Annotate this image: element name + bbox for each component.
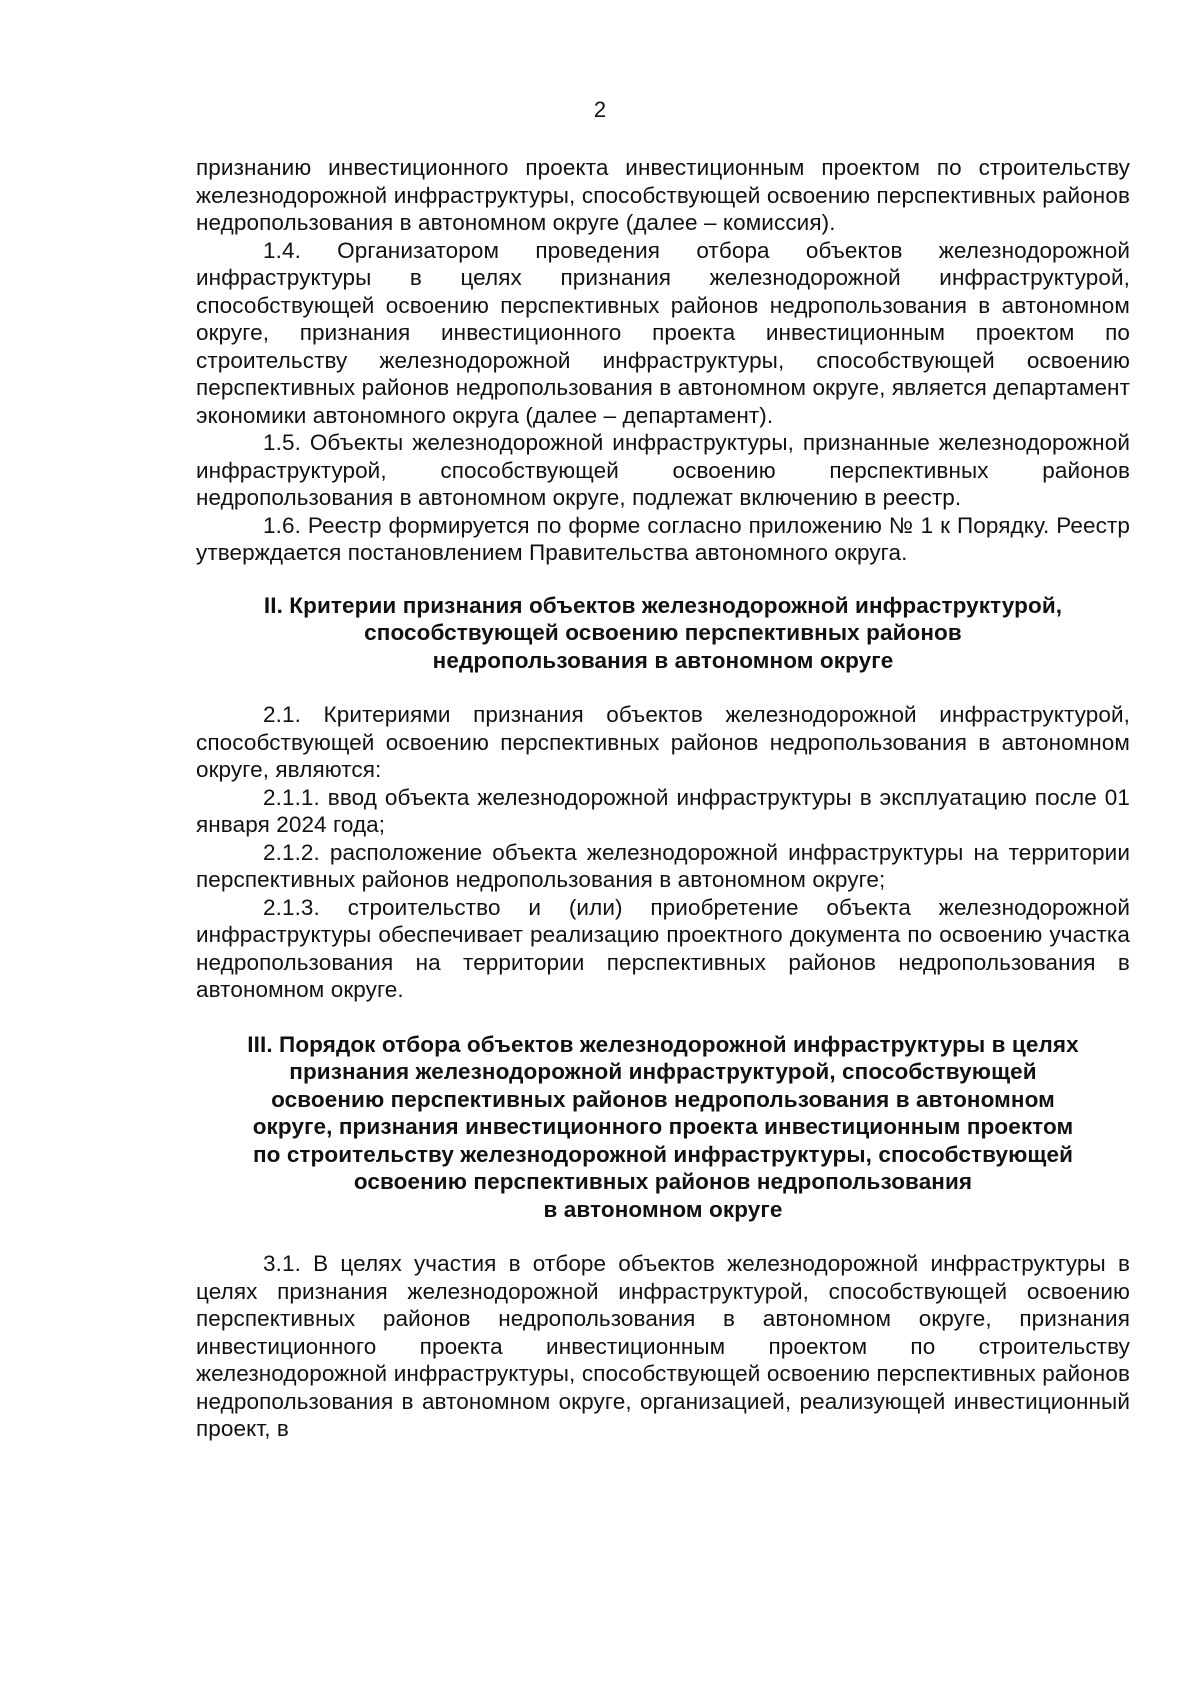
document-body bbox=[196, 154, 1130, 1443]
section-3-heading bbox=[196, 1031, 1130, 1224]
page-number: 2 bbox=[593, 97, 607, 122]
section-3-heading-line: III. Порядок отбора объектов железнодорожной инфраструктуры в целях bbox=[247, 1031, 1079, 1057]
paragraph-1-5: 1.5. Объекты железнодорожной инфраструктуры, признанные железнодорожной инфраструктурой, способствующей освоению перспективных районов недропользования в автономном округе, подлежат включению в реестр. bbox=[196, 430, 1130, 510]
section-2-body bbox=[196, 701, 1130, 1004]
section-3-body bbox=[196, 1250, 1130, 1443]
section-2-heading-line: способствующей освоению перспективных районов bbox=[364, 620, 962, 645]
paragraph-continuation: признанию инвестиционного проекта инвестиционным проектом по строительству железнодорожной инфраструктуры, способствующей освоению перспективных районов недропользования в автономном округе (далее – комиссия). bbox=[196, 155, 1130, 235]
section-3-heading-line: признания железнодорожной инфраструктурой, способствующей bbox=[289, 1059, 1037, 1084]
paragraph-2-1-3: 2.1.3. строительство и (или) приобретение объекта железнодорожной инфраструктуры обеспечивает реализацию проектного документа по освоению участка недропользования на территории перспективных районов недропользования в автономном округе. bbox=[196, 894, 1130, 1002]
paragraph-2-1-1: 2.1.1. ввод объекта железнодорожной инфраструктуры в эксплуатацию после 01 января 2024 года; bbox=[196, 784, 1130, 837]
paragraph-1-4: 1.4. Организатором проведения отбора объектов железнодорожной инфраструктуры в целях признания железнодорожной инфраструктурой, способствующей освоению перспективных районов недропользования в автономном округе, признания инвестиционного проекта инвестиционным проектом по строительству железнодорожной инфраструктуры, способствующей освоению перспективных районов недропользования в автономном округе, является департамент экономики автономного округа (далее – департамент). bbox=[196, 237, 1130, 428]
section-3-heading-line: в автономном округе bbox=[543, 1196, 783, 1222]
paragraph-2-1-2: 2.1.2. расположение объекта железнодорожной инфраструктуры на территории перспективных районов недропользования в автономном округе; bbox=[196, 839, 1130, 892]
section-2-heading bbox=[196, 592, 1130, 675]
section-3-heading-line: освоению перспективных районов недропользования bbox=[353, 1169, 973, 1194]
section-2-heading-line: II. Критерии признания объектов железнодорожной инфраструктурой, bbox=[263, 592, 1063, 618]
paragraph-3-1: 3.1. В целях участия в отборе объектов железнодорожной инфраструктуры в целях признания железнодорожной инфраструктурой, способствующей освоению перспективных районов недропользования в автономном округе, признания инвестиционного проекта инвестиционным проектом по строительству железнодорожной инфраструктуры, способствующей освоению перспективных районов недропользования в автономном округе, организацией, реализующей инвестиционный проект, в bbox=[196, 1251, 1130, 1441]
paragraph-2-1: 2.1. Критериями признания объектов железнодорожной инфраструктурой, способствующей освоению перспективных районов недропользования в автономном округе, являются: bbox=[196, 702, 1130, 782]
paragraph-1-6: 1.6. Реестр формируется по форме согласно приложению № 1 к Порядку. Реестр утверждается постановлением Правительства автономного округа. bbox=[196, 512, 1130, 565]
section-3-heading-line: по строительству железнодорожной инфраструктуры, способствующей bbox=[252, 1141, 1074, 1167]
section-2-heading-line: недропользования в автономном округе bbox=[432, 647, 894, 673]
section-3-heading-line: освоению перспективных районов недропользования в автономном bbox=[271, 1086, 1055, 1112]
section-3-heading-line: округе, признания инвестиционного проекта инвестиционным проектом bbox=[252, 1114, 1074, 1139]
